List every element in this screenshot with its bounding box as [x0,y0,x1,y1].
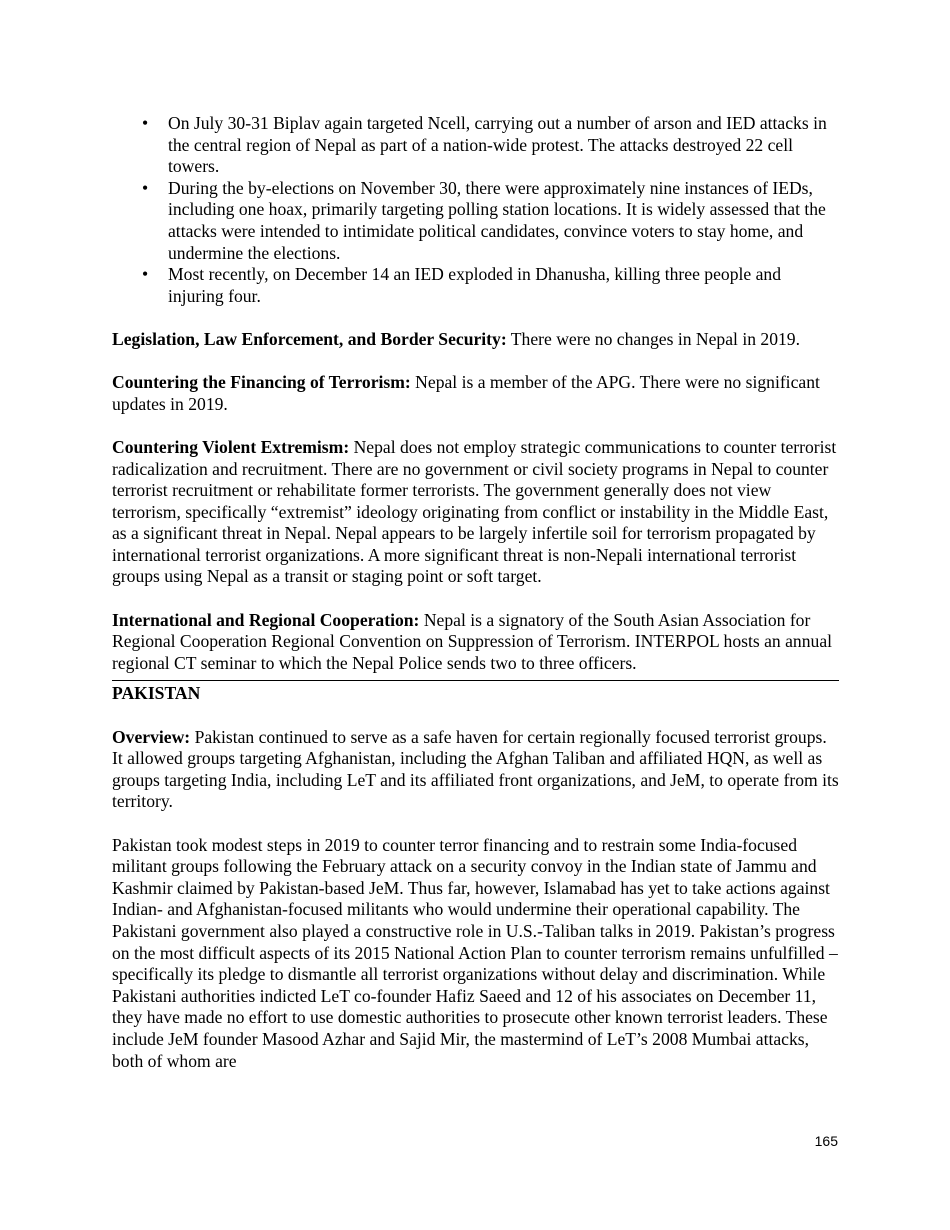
section-label: Countering the Financing of Terrorism: [112,372,411,393]
bullet-item [112,113,839,178]
legislation-paragraph [112,329,839,351]
bullet-item [112,178,839,264]
section-text: Pakistan continued to serve as a safe haven for certain regionally focused terrorist groups. It allowed groups targeting Afghanistan, including the Afghan Taliban and affiliated HQN, as well as groups targeting India, including LeT and its affiliated front organizations, and JeM, to operate from its territory. [112,726,839,812]
bullet-item [112,264,839,307]
section-text: There were no changes in Nepal in 2019. [506,328,800,349]
bullet-glyph: • [142,177,149,198]
section-text: Nepal is a member of the APG. There were no significant updates in 2019. [112,372,820,414]
section-label: International and Regional Cooperation: [112,609,420,630]
section-text: Nepal does not employ strategic communications to counter terrorist radicalization and recruitment. There are no government or civil society programs in Nepal to counter terrorist recruitment or rehabilitate former terrorists. The government generally does not view terrorism, specifically “extremist” ideology originating from conflict or instability in the Middle East, as a significant threat in Nepal. Nepal appears to be largely infertile soil for terrorism propagated by international terrorist organizations. A more significant threat is non-Nepali international terrorist groups using Nepal as a transit or staging point or soft target. [112,436,837,587]
financing-paragraph [112,372,839,415]
section-text: Nepal is a signatory of the South Asian Association for Regional Cooperation Regional Convention on Suppression of Terrorism. INTERPOL hosts an annual regional CT seminar to which the Nepal Police sends two to three officers. [112,609,833,673]
section-divider [112,680,839,681]
overview-paragraph [112,727,839,813]
section-label: Countering Violent Extremism: [112,436,350,457]
page-number: 165 [814,1133,838,1149]
bullet-glyph: • [142,264,149,285]
attack-bullet-list [112,113,839,307]
bullet-text: Most recently, on December 14 an IED exploded in Dhanusha, killing three people and injuring four. [168,264,781,306]
country-heading: PAKISTAN [112,683,201,704]
cooperation-paragraph [112,610,839,675]
bullet-text: During the by-elections on November 30, there were approximately nine instances of IEDs, including one hoax, primarily targeting polling station locations. It is widely assessed that the attacks were intended to intimidate political candidates, convince voters to stay home, and undermine the elections. [168,177,826,263]
bullet-glyph: • [142,113,149,133]
body-paragraph: Pakistan took modest steps in 2019 to counter terror financing and to restrain some India-focused militant groups following the February attack on a security convoy in the Indian state of Jammu and Kashmir claimed by Pakistan-based JeM. Thus far, however, Islamabad has yet to take actions against Indian- and Afghanistan-focused militants who would undermine their operational capability. The Pakistani government also played a constructive role in U.S.-Taliban talks in 2019. Pakistan’s progress on the most difficult aspects of its 2015 National Action Plan to counter terrorism remains unfulfilled – specifically its pledge to dismantle all terrorist organizations without delay and discrimination. While Pakistani authorities indicted LeT co-founder Hafiz Saeed and 12 of his associates on December 11, they have made no effort to use domestic authorities to prosecute other known terrorist leaders. These include JeM founder Masood Azhar and Sajid Mir, the mastermind of LeT’s 2008 Mumbai attacks, both of whom are [112,834,838,1071]
section-label: Legislation, Law Enforcement, and Border Security: [112,328,507,349]
cve-paragraph [112,437,839,588]
section-label: Overview: [112,726,191,747]
bullet-text: On July 30-31 Biplav again targeted Ncell, carrying out a number of arson and IED attacks in the central region of Nepal as part of a nation-wide protest. The attacks destroyed 22 cell towers. [168,113,827,177]
document-page [112,113,839,1072]
